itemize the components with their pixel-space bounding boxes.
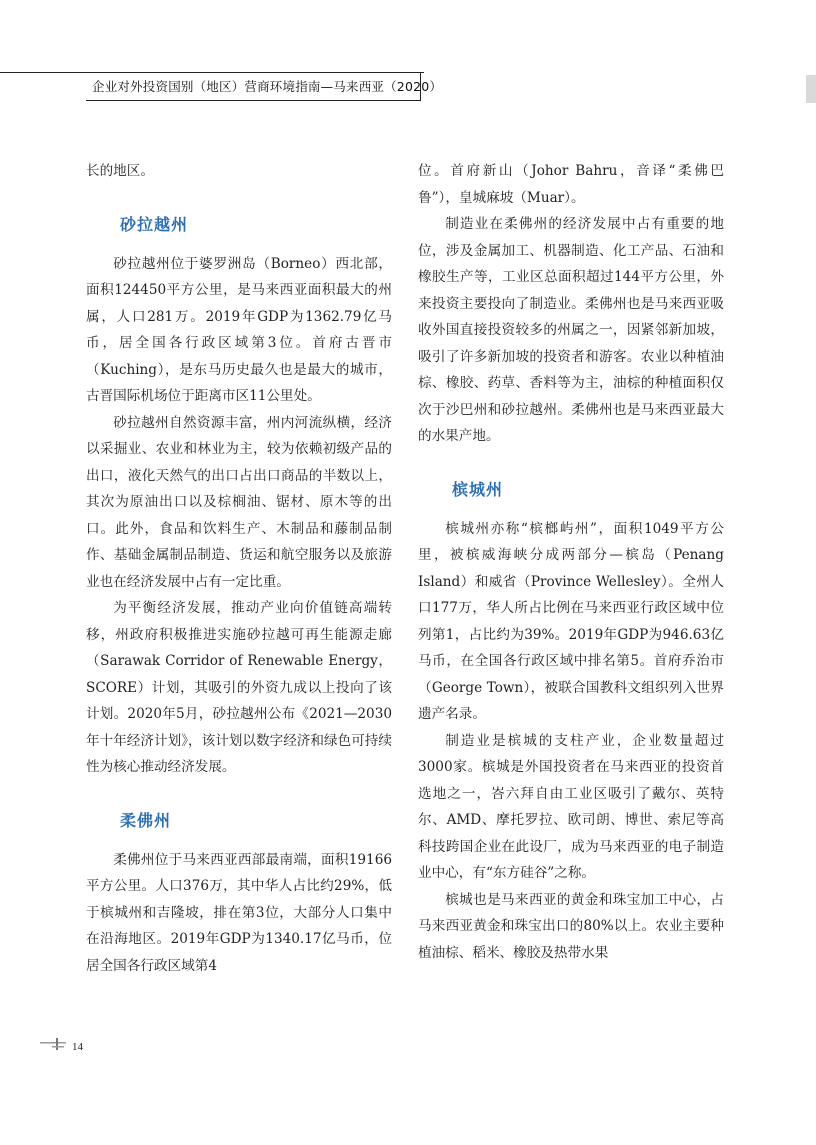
johor-paragraph-2: 制造业在柔佛州的经济发展中占有重要的地位，涉及金属加工、机器制造、化工产品、石油和橡胶生产等，工业区总面积超过144平方公里，外来投资主要投向了制造业。柔佛州也是马来西亚吸收外国直接投资较多的州属之一，因紧邻新加坡，吸引了许多新加坡的投资者和游客。农业以种植油棕、橡胶、药草、香料等为主，油棕的种植面积仅次于沙巴州和砂拉越州。柔佛州也是马来西亚最大的水果产地。 [418, 216, 724, 444]
intro-tail-text: 长的地区。 [86, 163, 154, 179]
running-header-title: 企业对外投资国别（地区）营商环境指南—马来西亚（2020） [92, 79, 443, 94]
right-column [418, 158, 724, 966]
section-heading-johor: 柔佛州 [120, 810, 172, 830]
left-column [86, 158, 392, 979]
sarawak-paragraph-3: 为平衡经济发展，推动产业向价值链高端转移，州政府积极推进实施砂拉越可再生能源走廊（Sarawak Corridor of Renewable Energy，SCORE）计划，其吸引的外资九成以上投向了该计划。2020年5月，砂拉越州公布《2021—2030年十年经济计划》，该计划以数字经济和绿色可持续性为核心推动经济发展。 [86, 600, 392, 775]
section-heading-penang: 槟城州 [452, 479, 504, 499]
penang-paragraph-2: 制造业是槟城的支柱产业，企业数量超过3000家。槟城是外国投资者在马来西亚的投资首选地之一，峇六拜自由工业区吸引了戴尔、英特尔、AMD、摩托罗拉、欧司朗、博世、索尼等高科技跨国企业在此设厂，成为马来西亚的电子制造业中心，有“东方硅谷”之称。 [418, 732, 724, 881]
footer-ornament-icon [40, 1036, 66, 1052]
section-heading-sarawak: 砂拉越州 [120, 214, 189, 234]
johor-paragraph-1-continued: 位。首府新山（Johor Bahru，音译“柔佛巴鲁”），皇城麻坡（Muar）。 [418, 163, 724, 206]
johor-paragraph-1: 柔佛州位于马来西亚西部最南端，面积19166平方公里。人口376万，其中华人占比约29%，低于槟城州和吉隆坡，排在第3位，大部分人口集中在沿海地区。2019年GDP为1340.17亿马币，位居全国各行政区域第4 [86, 851, 392, 974]
penang-paragraph-1: 槟城州亦称“槟榔屿州”，面积1049平方公里，被槟威海峡分成两部分—槟岛（Penang Island）和威省（Province Wellesley）。全州人口177万，华人所占比例在马来西亚行政区域中位列第1，占比约为39%。2019年GDP为946.63亿马币，在全国各行政区域中排名第5。首府乔治市（George Town），被联合国教科文组织列入世界遗产名录。 [418, 520, 724, 722]
sarawak-paragraph-1: 砂拉越州位于婆罗洲岛（Borneo）西北部，面积124450平方公里，是马来西亚面积最大的州属，人口281万。2019年GDP为1362.79亿马币，居全国各行政区域第3位。首府古晋市（Kuching），是东马历史最久也是最大的城市，古晋国际机场位于距离市区11公里处。 [86, 255, 392, 404]
side-tab-marker [806, 75, 816, 103]
penang-paragraph-3: 槟城也是马来西亚的黄金和珠宝加工中心，占马来西亚黄金和珠宝出口的80%以上。农业主要种植油棕、稻米、橡胶及热带水果 [418, 891, 724, 961]
sarawak-paragraph-2: 砂拉越州自然资源丰富，州内河流纵横，经济以采掘业、农业和林业为主，较为依赖初级产品的出口，液化天然气的出口占出口商品的半数以上，其次为原油出口以及棕榈油、锯材、原木等的出口。此外，食品和饮料生产、木制品和藤制品制作、基础金属制品制造、货运和航空服务以及旅游业也在经济发展中占有一定比重。 [86, 414, 392, 590]
page-number: 14 [72, 1041, 83, 1053]
